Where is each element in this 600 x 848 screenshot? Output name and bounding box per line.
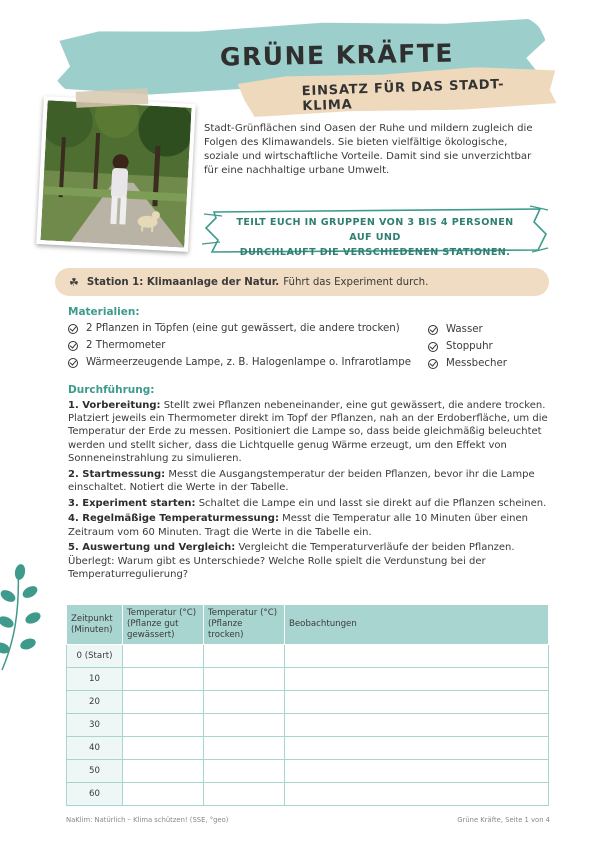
- step-5: 5. Auswertung und Vergleich: Vergleicht die Temperaturverläufe der beiden Pflanzen. Überlegt: Warum gibt es Unterschiede? Welche Rolle spielt die Verdunstung bei der Temperaturregulierung?: [68, 542, 515, 580]
- table-header-row: [67, 605, 549, 645]
- footer-source: NaKlim: Natürlich – Klima schützen! (SSE, °geo): [66, 816, 229, 824]
- col-header-temp-dry: Temperatur (°C) (Pflanze trocken): [204, 605, 285, 645]
- check-circle-icon: [68, 341, 78, 351]
- time-cell: 30: [67, 714, 123, 737]
- time-cell: 50: [67, 760, 123, 783]
- intro-text: Stadt-Grünflächen sind Oasen der Ruhe und mildern zugleich die Folgen des Klimawandels. Sie bieten vielfältige ökologische, soziale und wirtschaftliche Vorteile. Damit sind sie unverzichtbar für eine nachhaltige urbane Umwelt.: [204, 123, 533, 176]
- time-cell: 10: [67, 668, 123, 691]
- station-title: Station 1: Klimaanlage der Natur.: [86, 276, 280, 288]
- input-cell[interactable]: [285, 760, 549, 783]
- input-cell[interactable]: [285, 668, 549, 691]
- time-cell: 0 (Start): [67, 645, 123, 668]
- input-cell[interactable]: [123, 714, 204, 737]
- input-cell[interactable]: [204, 714, 285, 737]
- check-circle-icon: [68, 358, 78, 368]
- table-row: [67, 714, 549, 737]
- check-circle-icon: [428, 325, 438, 335]
- footer-page-number: Grüne Kräfte, Seite 1 von 4: [457, 816, 550, 824]
- input-cell[interactable]: [285, 783, 549, 806]
- leaf-branch-icon: [0, 562, 50, 672]
- input-cell[interactable]: [123, 645, 204, 668]
- procedure-heading: Durchführung:: [68, 384, 155, 396]
- materials-list-left: [68, 320, 411, 371]
- group-instruction-line2: DURCHLAUFT DIE VERSCHIEDENEN STATIONEN.: [239, 247, 511, 258]
- input-cell[interactable]: [204, 668, 285, 691]
- input-cell[interactable]: [123, 783, 204, 806]
- check-circle-icon: [68, 324, 78, 334]
- list-item: Messbecher: [428, 355, 507, 372]
- list-item: 2 Pflanzen in Töpfen (eine gut gewässert, die andere trocken): [68, 320, 411, 337]
- table-row: [67, 668, 549, 691]
- step-4: 4. Regelmäßige Temperaturmessung: Messt die Temperatur alle 10 Minuten über einen Zeitraum vom 60 Minuten. Tragt die Werte in die Tabelle ein.: [68, 513, 528, 538]
- photo-park-woman-dog-icon: [40, 100, 191, 247]
- input-cell[interactable]: [204, 691, 285, 714]
- step-3: 3. Experiment starten: Schaltet die Lampe ein und lasst sie direkt auf die Pflanzen scheinen.: [68, 497, 547, 509]
- input-cell[interactable]: [123, 760, 204, 783]
- station-instruction: Führt das Experiment durch.: [283, 276, 429, 288]
- input-cell[interactable]: [204, 783, 285, 806]
- table-row: [67, 737, 549, 760]
- plant-icon: ☘: [69, 275, 79, 289]
- procedure-steps: [68, 399, 550, 584]
- page-title: GRÜNE KRÄFTE: [219, 38, 455, 72]
- table-row: [67, 645, 549, 668]
- input-cell[interactable]: [285, 737, 549, 760]
- input-cell[interactable]: [285, 645, 549, 668]
- page-subtitle: EINSATZ FÜR DAS STADT-KLIMA: [301, 77, 505, 115]
- materials-heading: Materialien:: [68, 306, 140, 318]
- station-header: [55, 268, 549, 296]
- observation-table: [66, 604, 549, 806]
- input-cell[interactable]: [204, 737, 285, 760]
- input-cell[interactable]: [123, 737, 204, 760]
- input-cell[interactable]: [204, 645, 285, 668]
- step-2: 2. Startmessung: Messt die Ausgangstemperatur der beiden Pflanzen, bevor ihr die Lampe einschaltet. Notiert die Werte in der Tabelle.: [68, 468, 535, 493]
- group-instruction-line1: TEILT EUCH IN GRUPPEN VON 3 BIS 4 PERSONEN AUF UND: [236, 217, 514, 243]
- check-circle-icon: [428, 359, 438, 369]
- input-cell[interactable]: [204, 760, 285, 783]
- step-1: 1. Vorbereitung: Stellt zwei Pflanzen nebeneinander, eine gut gewässert, die andere trocken. Platziert jeweils ein Thermometer direkt im Topf der Pflanzen, nah an der Erdoberfläche, um die Temperatur der Erde zu messen. Positioniert die Lampe so, dass beide gleichmäßig beleuchtet werden und stellt sicher, dass die Lichtquelle genug Wärme erzeugt, um den Effekt von Sonneneinstrahlung zu simulieren.: [68, 400, 548, 464]
- input-cell[interactable]: [123, 691, 204, 714]
- col-header-time: Zeitpunkt (Minuten): [67, 605, 123, 645]
- time-cell: 60: [67, 783, 123, 806]
- table-row: [67, 783, 549, 806]
- park-photo: [36, 96, 196, 252]
- list-item: Wärmeerzeugende Lampe, z. B. Halogenlampe o. Infrarotlampe: [68, 354, 411, 371]
- table-row: [67, 760, 549, 783]
- col-header-observations: Beobachtungen: [285, 605, 549, 645]
- input-cell[interactable]: [285, 714, 549, 737]
- group-instruction-banner: [200, 204, 550, 256]
- list-item: Stoppuhr: [428, 338, 507, 355]
- list-item: Wasser: [428, 321, 507, 338]
- col-header-temp-watered: Temperatur (°C) (Pflanze gut gewässert): [123, 605, 204, 645]
- materials-list-right: [428, 321, 507, 372]
- time-cell: 40: [67, 737, 123, 760]
- table-row: [67, 691, 549, 714]
- list-item: 2 Thermometer: [68, 337, 411, 354]
- input-cell[interactable]: [285, 691, 549, 714]
- check-circle-icon: [428, 342, 438, 352]
- input-cell[interactable]: [123, 668, 204, 691]
- time-cell: 20: [67, 691, 123, 714]
